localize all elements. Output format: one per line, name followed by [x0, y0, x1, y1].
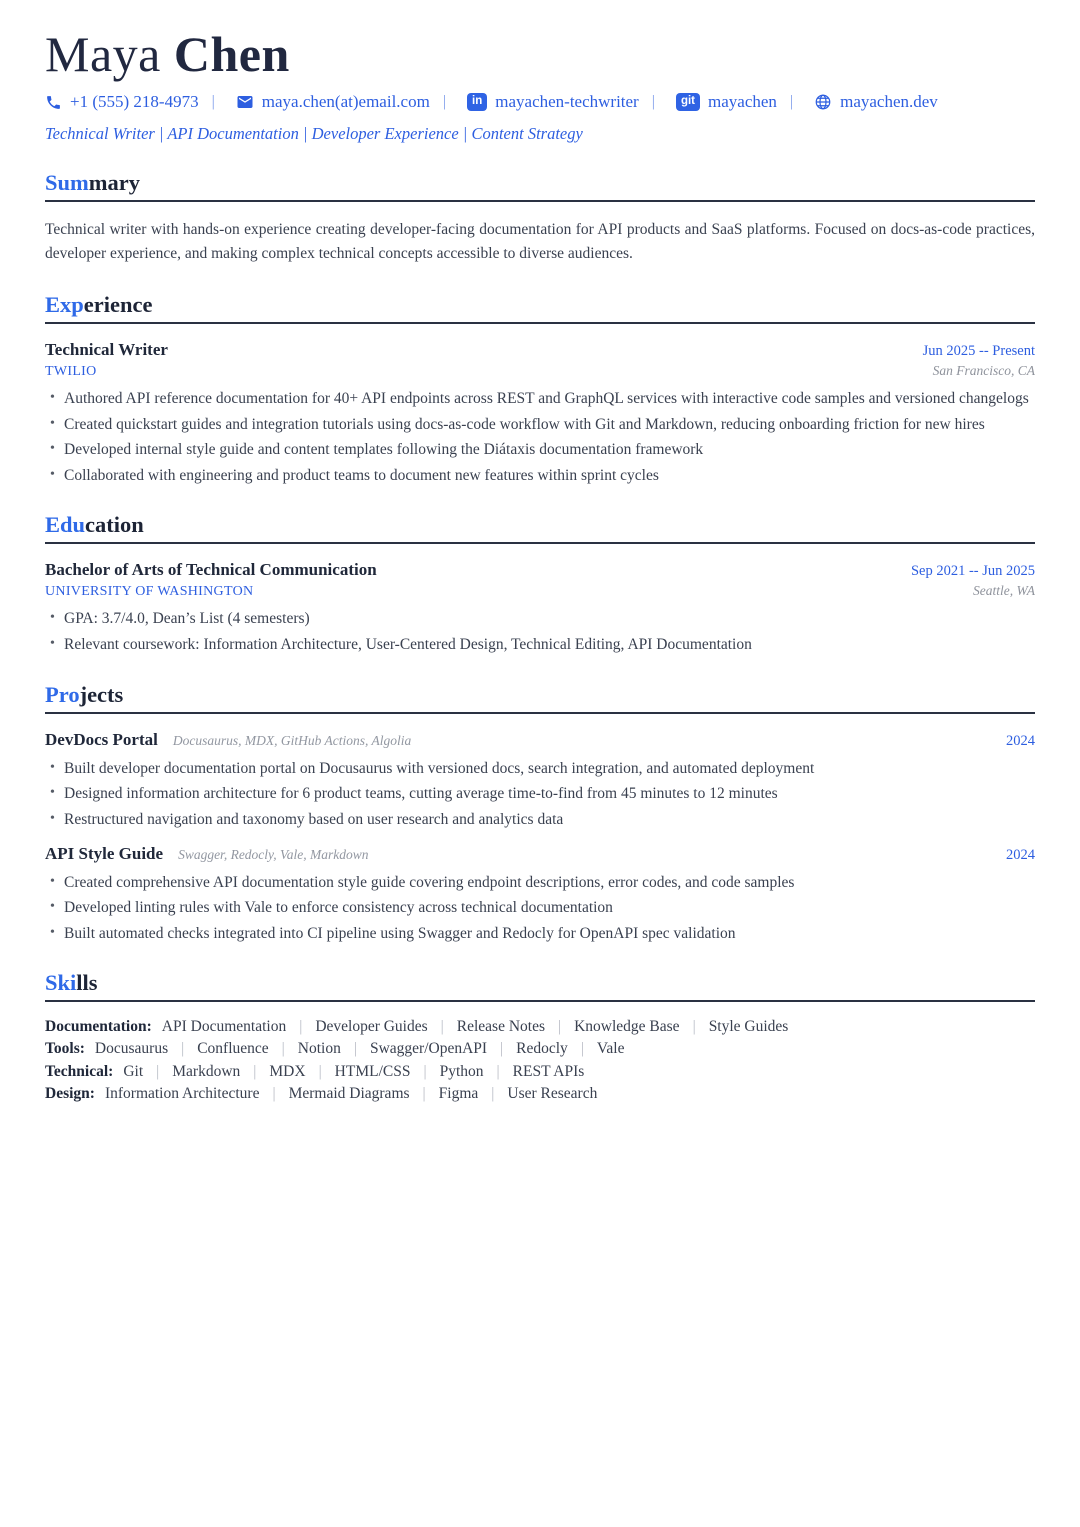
project-year: 2024 [1006, 846, 1035, 863]
job-title: Technical Writer [45, 340, 168, 360]
website-url: | mayachen.dev [840, 92, 938, 111]
bullet-list [45, 873, 1035, 945]
section-summary [45, 170, 1035, 266]
email-link[interactable] [199, 92, 430, 112]
degree-name: Bachelor of Arts of Technical Communication [45, 560, 377, 580]
bullet-item: • Collaborated with engineering and product teams to document new features within sprint cycles [45, 466, 1035, 487]
bullet-item: • Authored API reference documentation for 40+ API endpoints across REST and GraphQL services with interactive code samples and versioned changelogs [45, 389, 1035, 410]
bullet-item: • Created comprehensive API documentation style guide covering endpoint descriptions, error codes, and code samples [45, 873, 1035, 894]
skill-item: | HTML/CSS [306, 1063, 411, 1080]
contact-bar [45, 92, 1035, 112]
project-year: 2024 [1006, 732, 1035, 749]
skill-item: | Developer Guides [286, 1018, 427, 1035]
skill-item: | Style Guides [680, 1018, 789, 1035]
linkedin-icon: | in [467, 93, 487, 111]
skill-item: | Redocly [487, 1040, 568, 1057]
linkedin-handle: mayachen-techwriter [495, 92, 639, 111]
skill-item: Git [123, 1062, 144, 1080]
section-projects [45, 682, 1035, 945]
project-tech: Docusaurus, MDX, GitHub Actions, Algolia [172, 732, 412, 748]
email-icon [236, 93, 254, 111]
entry-subheader [45, 583, 1035, 600]
bullet-item: • Built developer documentation portal on Docusaurus with versioned docs, search integration, and automated deployment [45, 759, 1035, 780]
bullet-item: • Relevant coursework: Information Architecture, User-Centered Design, Technical Editing, API Documentation [45, 635, 1035, 656]
bullet-list [45, 389, 1035, 486]
skill-label: Design: [45, 1084, 95, 1102]
skill-label: Documentation: [45, 1018, 152, 1036]
first-name: Maya [45, 26, 161, 82]
skill-item: Information Architecture [104, 1084, 260, 1102]
skill-label: Tools: [45, 1040, 85, 1058]
skill-item: | Figma [410, 1085, 479, 1102]
skill-item: | Markdown [143, 1063, 240, 1080]
education-dates: Sep 2021 -- Jun 2025 [910, 563, 1035, 580]
tagline: Technical Writer | API Documentation | Developer Experience | Content Strategy [45, 124, 583, 143]
experience-title: Experience [45, 292, 1035, 324]
phone-icon [45, 94, 62, 111]
skill-item: | Python [410, 1063, 483, 1080]
project-name: API Style Guide [45, 843, 164, 863]
job-location: San Francisco, CA [932, 363, 1035, 379]
candidate-name [45, 26, 1035, 82]
entry-header [45, 560, 1035, 580]
company-name: TWILIO [45, 364, 97, 380]
skill-row-documentation [45, 1018, 1035, 1036]
skill-item: | REST APIs [484, 1063, 585, 1080]
bullet-item: • Developed internal style guide and content templates following the Diátaxis documentation framework [45, 440, 1035, 461]
summary-title: Summary [45, 170, 1035, 202]
project-header [45, 844, 1035, 864]
skill-item: | Knowledge Base [545, 1018, 680, 1035]
skill-item: | Vale [568, 1040, 625, 1057]
school-name: UNIVERSITY OF WASHINGTON [45, 584, 254, 600]
entry-header [45, 340, 1035, 360]
skill-item: | Release Notes [428, 1018, 545, 1035]
section-skills [45, 970, 1035, 1103]
skill-row-design [45, 1085, 1035, 1103]
project-left [45, 730, 411, 750]
skill-item: | User Research [478, 1085, 597, 1102]
projects-title: Projects [45, 682, 1035, 714]
bullet-item: • Created quickstart guides and integration tutorials using docs-as-code workflow with Git and Markdown, reducing onboarding friction for new hires [45, 415, 1035, 436]
git-handle: mayachen [708, 92, 777, 111]
job-dates: Jun 2025 -- Present [922, 343, 1035, 360]
section-education [45, 512, 1035, 655]
education-title: Education [45, 512, 1035, 544]
project-header [45, 730, 1035, 750]
project-name: DevDocs Portal [45, 729, 158, 749]
education-entry [45, 560, 1035, 655]
skill-row-tools [45, 1040, 1035, 1058]
bullet-list [45, 609, 1035, 655]
entry-subheader [45, 363, 1035, 380]
globe-icon [814, 93, 832, 111]
bullet-item: • Designed information architecture for 6 product teams, cutting average time-to-find from 45 minutes to 12 minutes [45, 784, 1035, 805]
website-link[interactable] [777, 92, 938, 112]
bullet-item: • Developed linting rules with Vale to enforce consistency across technical documentation [45, 898, 1035, 919]
skill-item: | Swagger/OpenAPI [341, 1040, 487, 1057]
skill-item: | MDX [240, 1063, 305, 1080]
bullet-item: • Restructured navigation and taxonomy based on user research and analytics data [45, 810, 1035, 831]
education-location: Seattle, WA [972, 583, 1035, 599]
phone-number: +1 (555) 218-4973 [70, 92, 199, 111]
phone-link[interactable] [45, 92, 199, 112]
skills-title: Skills [45, 970, 1035, 1002]
bullet-list [45, 759, 1035, 831]
email-address: | maya.chen(at)email.com [261, 92, 430, 111]
project-left [45, 844, 369, 864]
summary-text: Technical writer with hands-on experience creating developer-facing documentation for API products and SaaS platforms. Focused on docs-as-code practices, developer experience, and making complex technical concepts accessible to diverse audiences. [45, 221, 1035, 263]
skill-item: Docusaurus [94, 1040, 169, 1058]
skill-label: Technical: [45, 1062, 114, 1080]
resume-header [45, 26, 1035, 144]
experience-entry [45, 340, 1035, 486]
bullet-item: • Built automated checks integrated into CI pipeline using Swagger and Redocly for OpenAPI spec validation [45, 924, 1035, 945]
git-icon: | git [676, 93, 700, 111]
skill-item: | Notion [269, 1040, 341, 1057]
project-entry [45, 730, 1035, 831]
skill-item: | Confluence [168, 1040, 269, 1057]
section-experience [45, 292, 1035, 486]
skill-item: API Documentation [161, 1018, 287, 1036]
skill-row-technical [45, 1063, 1035, 1081]
last-name: Chen [173, 26, 290, 82]
git-link[interactable] [639, 92, 777, 112]
linkedin-link[interactable] [430, 92, 639, 112]
project-tech: Swagger, Redocly, Vale, Markdown [178, 846, 369, 862]
bullet-item: • GPA: 3.7/4.0, Dean’s List (4 semesters) [45, 609, 1035, 630]
skill-item: | Mermaid Diagrams [259, 1085, 409, 1102]
project-entry [45, 844, 1035, 945]
